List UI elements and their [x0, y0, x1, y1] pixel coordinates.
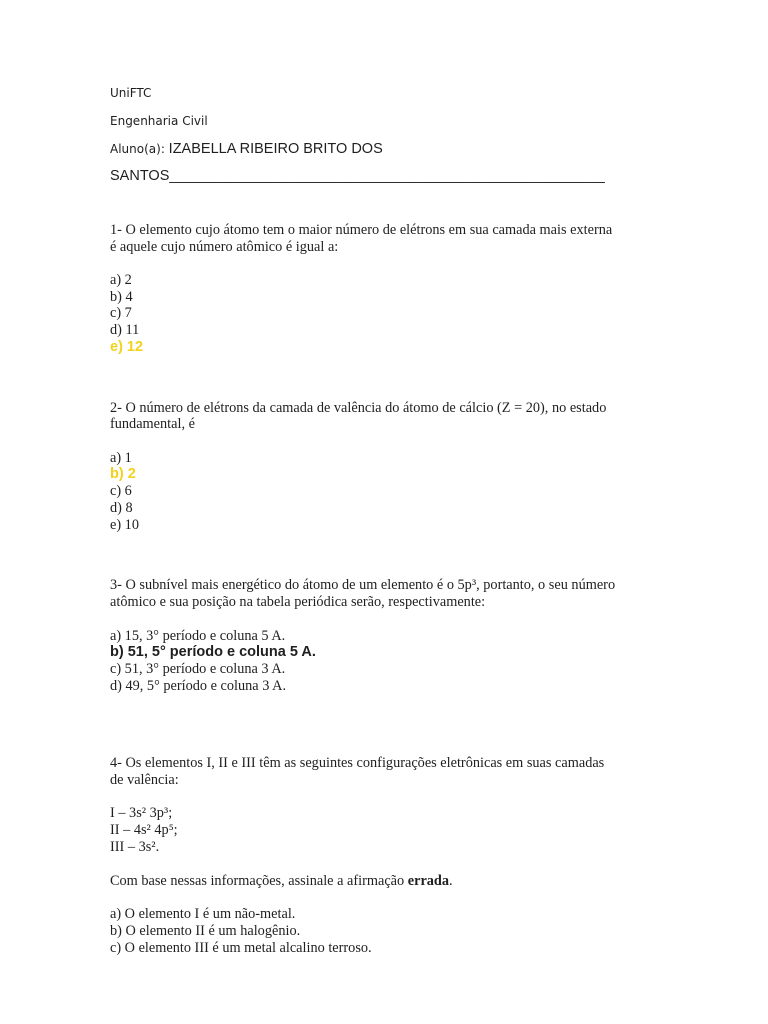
question-3-option-d: d) 49, 5° período e coluna 3 A. — [110, 678, 287, 694]
question-1-option-d: d) 11 — [110, 322, 140, 338]
question-3-option-a: a) 15, 3° período e coluna 5 A. — [110, 628, 286, 644]
question-4-option-c: c) O elemento III é um metal alcalino terroso. — [110, 940, 372, 956]
question-1-stem-line-1: 1- O elemento cujo átomo tem o maior número de elétrons em sua camada mais externa — [110, 222, 613, 238]
question-3-stem-line-1: 3- O subnível mais energético do átomo de um elemento é o 5p³, portanto, o seu número — [110, 577, 616, 593]
question-2-option-b-selected: b) 2 — [110, 466, 136, 482]
instruction-suffix: . — [449, 873, 453, 889]
question-1-stem-line-2: é aquele cujo número atômico é igual a: — [110, 239, 339, 255]
question-4-instruction — [110, 873, 453, 890]
question-3-option-c: c) 51, 3° período e coluna 3 A. — [110, 661, 286, 677]
student-line-1 — [110, 140, 383, 158]
instruction-prefix: Com base nessas informações, assinale a afirmação — [110, 873, 408, 889]
question-4-config-3: III – 3s². — [110, 839, 160, 855]
question-4-stem-line-1: 4- Os elementos I, II e III têm as seguintes configurações eletrônicas em suas camadas — [110, 755, 605, 771]
student-name-part-1: IZABELLA RIBEIRO BRITO DOS — [168, 141, 383, 157]
question-4-option-b: b) O elemento II é um halogênio. — [110, 923, 301, 939]
question-3-stem-line-2: atômico e sua posição na tabela periódica serão, respectivamente: — [110, 594, 486, 610]
question-3-option-b-selected: b) 51, 5° período e coluna 5 A. — [110, 644, 316, 660]
question-1-option-b: b) 4 — [110, 289, 133, 305]
question-4-option-a: a) O elemento I é um não-metal. — [110, 906, 296, 922]
instruction-bold-word: errada — [407, 873, 450, 889]
question-4-config-2: II – 4s² 4p⁵; — [110, 822, 178, 838]
question-2-option-d: d) 8 — [110, 500, 133, 516]
question-2-option-c: c) 6 — [110, 483, 132, 499]
question-2-option-a: a) 1 — [110, 450, 132, 466]
question-2-stem-line-2: fundamental, é — [110, 416, 195, 432]
question-1-option-c: c) 7 — [110, 305, 132, 321]
question-4-stem-line-2: de valência: — [110, 772, 179, 788]
question-2-stem-line-1: 2- O número de elétrons da camada de valência do átomo de cálcio (Z = 20), no estado — [110, 400, 607, 416]
student-label: Aluno(a): — [110, 142, 169, 156]
question-1-option-e-selected: e) 12 — [110, 339, 144, 355]
question-1-option-a: a) 2 — [110, 272, 132, 288]
institution-name: UniFTC — [110, 86, 152, 100]
question-4-config-1: I – 3s² 3p³; — [110, 805, 173, 821]
question-2-option-e: e) 10 — [110, 517, 139, 533]
student-name-part-2: SANTOS______________________________________________________ — [110, 168, 605, 184]
course-name: Engenharia Civil — [110, 114, 208, 128]
